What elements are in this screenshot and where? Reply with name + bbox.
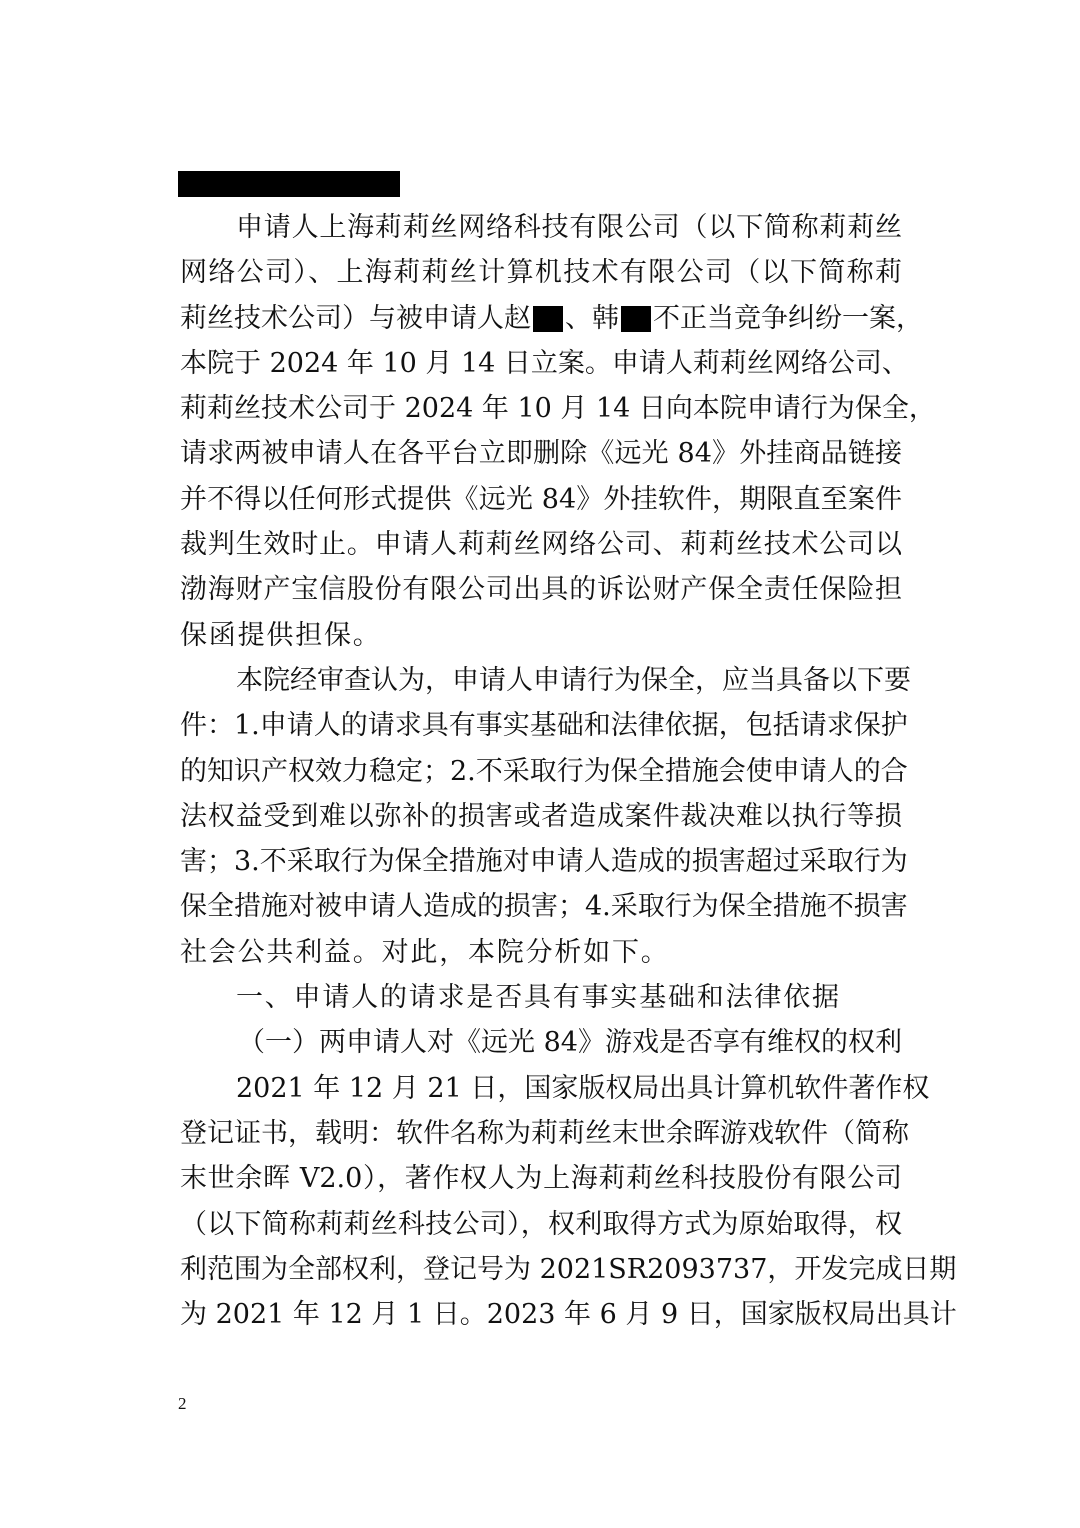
text-line: 裁判生效时止。申请人莉莉丝网络公司、莉莉丝技术公司以 [180, 529, 902, 561]
redaction-box [621, 306, 651, 332]
text-line: 登记证书，载明：软件名称为莉莉丝末世余晖游戏软件（简称 [180, 1117, 909, 1149]
text-fragment: 不正当竞争纠纷一案， [653, 302, 923, 334]
text-line: 2021 年 12 月 21 日，国家版权局出具计算机软件著作权 [236, 1072, 930, 1104]
text-line: 利范围为全部权利，登记号为 2021SR2093737，开发完成日期 [180, 1253, 957, 1285]
text-line: 本院经审查认为，申请人申请行为保全，应当具备以下要 [236, 664, 911, 696]
text-line: 渤海财产宝信股份有限公司出具的诉讼财产保全责任保险担 [180, 574, 902, 606]
text-line: 并不得以任何形式提供《远光 84》外挂软件，期限直至案件 [180, 483, 902, 515]
text-line: 害；3.不采取行为保全措施对申请人造成的损害超过采取行为 [180, 846, 908, 878]
page-number: 2 [178, 1394, 187, 1413]
body-text [180, 205, 957, 1337]
text-line: 件：1.申请人的请求具有事实基础和法律依据，包括请求保护 [180, 710, 908, 742]
text-line: 社会公共利益。对此，本院分析如下。 [180, 936, 670, 968]
text-line: 莉莉丝技术公司于 2024 年 10 月 14 日向本院申请行为保全， [180, 393, 936, 425]
text-fragment: 莉丝技术公司）与被申请人赵 [180, 302, 531, 334]
text-line: 保全措施对被申请人造成的损害；4.采取行为保全措施不损害 [180, 891, 908, 923]
text-line [180, 296, 923, 341]
text-line: 网络公司）、上海莉莉丝计算机技术有限公司（以下简称莉 [180, 257, 902, 289]
text-line: 保函提供担保。 [180, 619, 382, 651]
text-line: 法权益受到难以弥补的损害或者造成案件裁决难以执行等损 [180, 800, 902, 832]
text-line: 的知识产权效力稳定；2.不采取行为保全措施会使申请人的合 [180, 755, 908, 787]
subsection-heading: （一）两申请人对《远光 84》游戏是否享有维权的权利 [238, 1027, 902, 1059]
section-heading: 一、申请人的请求是否具有事实基础和法律依据 [236, 982, 841, 1014]
text-line: 本院于 2024 年 10 月 14 日立案。申请人莉莉丝网络公司、 [180, 347, 909, 379]
text-fragment: 、韩 [565, 302, 619, 334]
text-line: 末世余晖 V2.0），著作权人为上海莉莉丝科技股份有限公司 [180, 1163, 902, 1195]
redaction-bar [178, 171, 400, 197]
redaction-box [533, 306, 563, 332]
text-line: 请求两被申请人在各平台立即删除《远光 84》外挂商品链接 [180, 438, 902, 470]
text-line: （以下简称莉莉丝科技公司），权利取得方式为原始取得，权 [180, 1208, 902, 1240]
text-line: 申请人上海莉莉丝网络科技有限公司（以下简称莉莉丝 [236, 212, 902, 243]
text-line: 为 2021 年 12 月 1 日。2023 年 6 月 9 日，国家版权局出具计 [180, 1299, 957, 1331]
